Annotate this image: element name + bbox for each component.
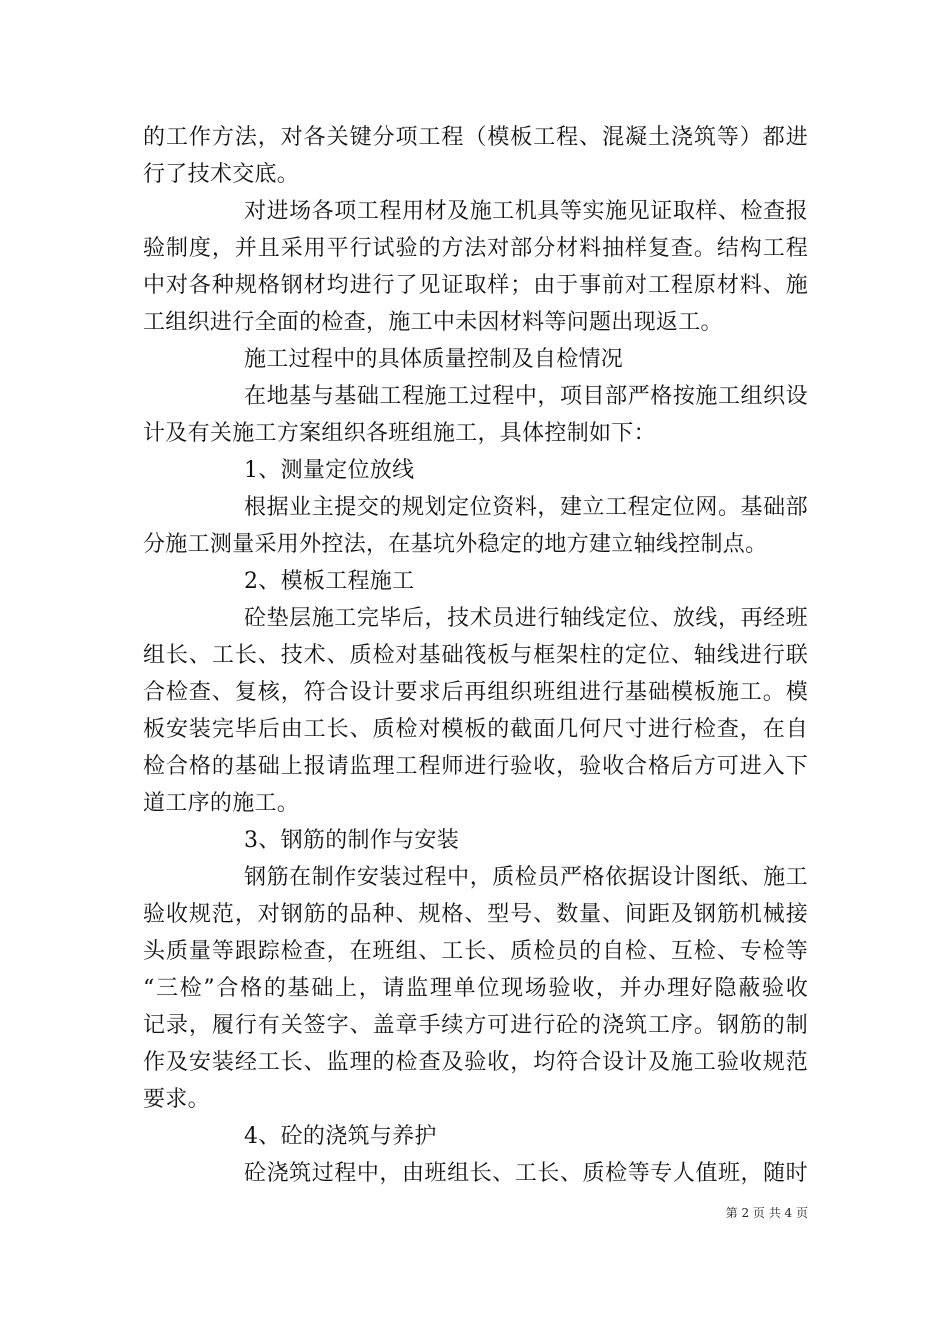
text-line: 钢筋在制作安装过程中，质检员严格依据设计图纸、施工 (244, 865, 808, 890)
text-line: 在地基与基础工程施工过程中，项目部严格按施工组织设 (244, 384, 808, 409)
text-line: 1、测量定位放线 (244, 458, 415, 483)
text-line: 道工序的施工。 (143, 791, 300, 816)
text-line: 合检查、复核，符合设计要求后再组织班组进行基础模板施工。模 (143, 680, 808, 705)
text-line: 头质量等跟踪检查，在班组、工长、质检员的自检、互检、专检等 (143, 939, 808, 964)
text-line: 计及有关施工方案组织各班组施工，具体控制如下： (143, 421, 656, 446)
document-body (143, 119, 808, 1192)
text-line: 作及安装经工长、监理的检查及验收，均符合设计及施工验收规范 (143, 1050, 808, 1075)
text-line: 施工过程中的具体质量控制及自检情况 (244, 347, 624, 372)
text-line: 对进场各项工程用材及施工机具等实施见证取样、检查报 (244, 199, 808, 224)
text-line: 砼垫层施工完毕后，技术员进行轴线定位、放线，再经班 (244, 606, 808, 631)
text-line: 验制度，并且采用平行试验的方法对部分材料抽样复查。结构工程 (143, 236, 808, 261)
text-line: 记录，履行有关签字、盖章手续方可进行砼的浇筑工序。钢筋的制 (143, 1013, 808, 1038)
text-line: 根据业主提交的规划定位资料，建立工程定位网。基础部 (244, 495, 808, 520)
text-line: 板安装完毕后由工长、质检对模板的截面几何尺寸进行检查，在自 (143, 717, 808, 742)
text-line: 中对各种规格钢材均进行了见证取样；由于事前对工程原材料、施 (143, 273, 808, 298)
text-line: “三检”合格的基础上，请监理单位现场验收，并办理好隐蔽验收 (143, 976, 808, 1001)
text-line: 行了技术交底。 (143, 162, 300, 187)
text-line: 3、钢筋的制作与安装 (244, 828, 459, 853)
text-line: 的工作方法，对各关键分项工程（模板工程、混凝土浇筑等）都进 (143, 125, 808, 150)
text-line: 砼浇筑过程中，由班组长、工长、质检等专人值班，随时 (244, 1161, 808, 1186)
text-line: 工组织进行全面的检查，施工中未因材料等问题出现返工。 (143, 310, 723, 335)
text-line: 组长、工长、技术、质检对基础筏板与框架柱的定位、轴线进行联 (143, 643, 808, 668)
text-line: 要求。 (143, 1087, 210, 1112)
text-line: 2、模板工程施工 (244, 569, 415, 594)
text-line: 分施工测量采用外控法，在基坑外稳定的地方建立轴线控制点。 (143, 532, 768, 557)
text-line: 4、砼的浇筑与养护 (244, 1124, 437, 1149)
text-line: 验收规范，对钢筋的品种、规格、型号、数量、间距及钢筋机械接 (143, 902, 808, 927)
text-line: 检合格的基础上报请监理工程师进行验收，验收合格后方可进入下 (143, 754, 808, 779)
page-number: 第 2 页 共 4 页 (725, 1206, 808, 1220)
